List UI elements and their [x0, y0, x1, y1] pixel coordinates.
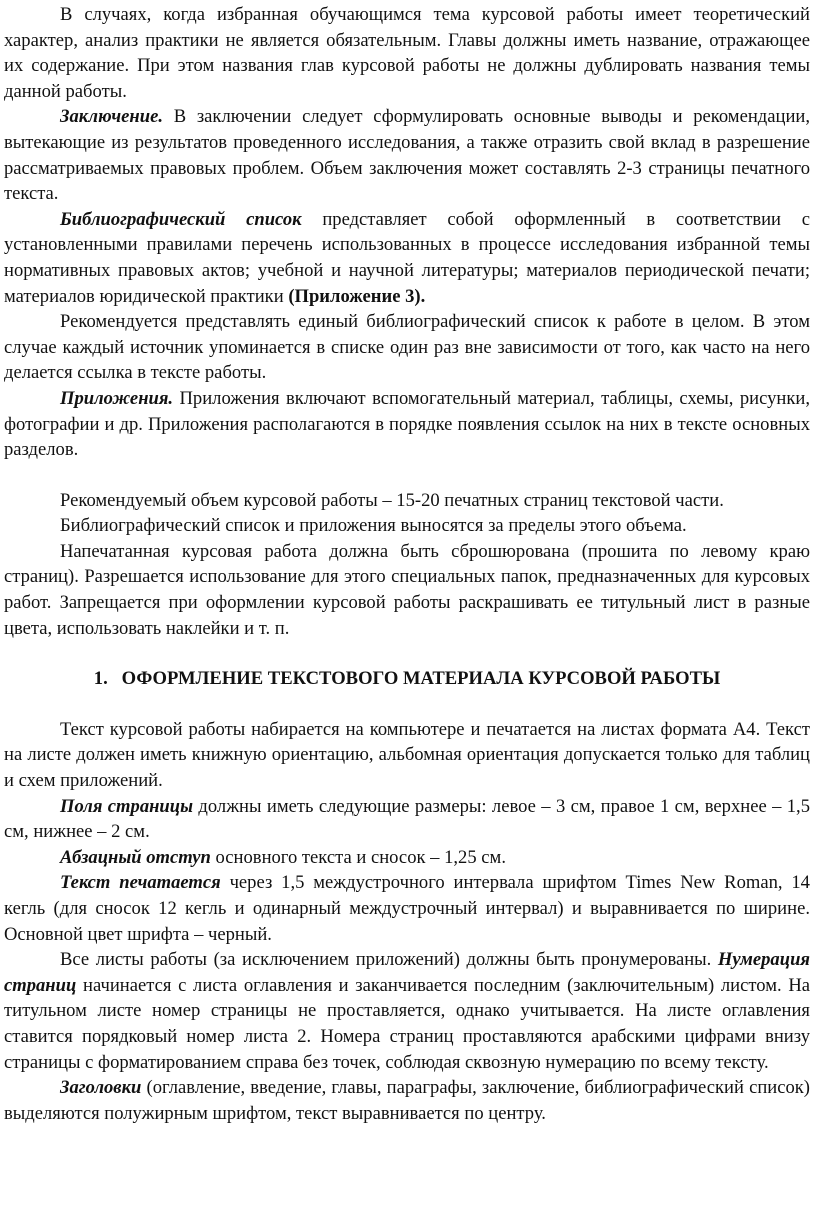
paragraph-volume-exclusions [4, 513, 810, 539]
appendix-reference: (Приложение 3). [288, 285, 426, 307]
term-headings: Заголовки [60, 1077, 142, 1099]
paragraph-text: (оглавление, введение, главы, параграфы, заключение, библиографический список) выделяются полужирным шрифтом, текст выравнивается по центру. [4, 1077, 810, 1124]
paragraph-indent [4, 845, 810, 871]
paragraph-text: Библиографический список и приложения выносятся за пределы этого объема. [60, 515, 687, 537]
paragraph-bibliography [4, 207, 810, 309]
paragraph-headings [4, 1075, 810, 1126]
paragraph-conclusion [4, 104, 810, 206]
paragraph-text: Приложения включают вспомогательный материал, таблицы, схемы, рисунки, фотографии и др. Приложения располагаются в порядке появления ссылок на них в тексте основных разделов. [4, 387, 810, 461]
paragraph-single-list [4, 309, 810, 386]
spacer [4, 463, 810, 488]
paragraph-text: Рекомендуется представлять единый библиографический список к работе в целом. В этом случае каждый источник упоминается в списке один раз вне зависимости от того, как часто на него делается ссылка в тексте работы. [4, 311, 810, 384]
section-heading: 1. ОФОРМЛЕНИЕ ТЕКСТОВОГО МАТЕРИАЛА КУРСОВОЙ РАБОТЫ [93, 668, 721, 690]
term-indent: Абзацный отступ [60, 846, 211, 868]
paragraph-volume [4, 488, 810, 514]
paragraph-text: Текст курсовой работы набирается на компьютере и печатается на листах формата А4. Текст на листе должен иметь книжную ориентацию, альбомная ориентация допускается только для таблиц и схем приложений. [4, 718, 810, 792]
paragraph-text: через 1,5 междустрочного интервала шрифтом Times New Roman, 14 кегль (для сносок 12 кегль и одинарный междустрочный интервал) и выравнивается по ширине. Основной цвет шрифта – черный. [4, 872, 810, 945]
spacer [4, 692, 810, 717]
term-text-printed: Текст печатается [60, 872, 221, 894]
paragraph-text: В случаях, когда избранная обучающимся тема курсовой работы имеет теоретический характер, анализ практики не является обязательным. Главы должны иметь название, отражающее их содержание. При этом названия глав курсовой работы не должны дублировать названия темы данной работы. [4, 4, 810, 102]
paragraph-numbering [4, 947, 810, 1075]
term-bibliography: Библиографический список [60, 208, 302, 230]
paragraph-text: представляет собой оформленный в соответствии с установленными правилами перечень использованных в процессе исследования избранной темы нормативных правовых актов; учебной и научной литературы; материалов периодической печати; материалов юридической практики [4, 208, 810, 307]
paragraph-text: Напечатанная курсовая работа должна быть сброшюрована (прошита по левому краю страниц). Разрешается использование для этого специальных папок, предназначенных для курсовых работ. Запрещается при оформлении курсовой работы раскрашивать ее титульный лист в разные цвета, использовать наклейки и т. п. [4, 540, 810, 639]
paragraph-font [4, 870, 810, 947]
term-page-numbering: Нумерация страниц [4, 949, 810, 996]
term-appendices: Приложения. [60, 387, 174, 409]
paragraph-text: Все листы работы (за исключением приложений) должны быть пронумерованы. [60, 949, 718, 971]
spacer [4, 641, 810, 666]
paragraph-text: должны иметь следующие размеры: левое – 3 см, правое 1 см, верхнее – 1,5 см, нижнее – 2 см. [4, 795, 811, 843]
paragraph-binding [4, 539, 810, 641]
term-conclusion: Заключение. [60, 106, 164, 128]
paragraph-text-format [4, 717, 810, 794]
paragraph-margins [4, 794, 810, 845]
paragraph-text: Рекомендуемый объем курсовой работы – 15-20 печатных страниц текстовой части. [60, 489, 724, 511]
paragraph-appendices [4, 386, 810, 463]
paragraph-topic-theoretical [4, 2, 810, 104]
paragraph-text: основного текста и сносок – 1,25 см. [210, 846, 506, 868]
term-margins: Поля страницы [60, 795, 194, 817]
paragraph-text: начинается с листа оглавления и заканчивается последним (заключительным) листом. На титульном листе номер страницы не проставляется, однако учитывается. На листе оглавления ставится порядковый номер листа 2. Номера страниц проставляются арабскими цифрами внизу страницы с форматированием справа без точек, соблюдая сквозную нумерацию по всему тексту. [4, 974, 810, 1073]
paragraph-text: В заключении следует сформулировать основные выводы и рекомендации, вытекающие из результатов проведенного исследования, а также отразить свой вклад в разрешение рассматриваемых правовых проблем. Объем заключения может составлять 2-3 страницы печатного текста. [4, 106, 810, 205]
